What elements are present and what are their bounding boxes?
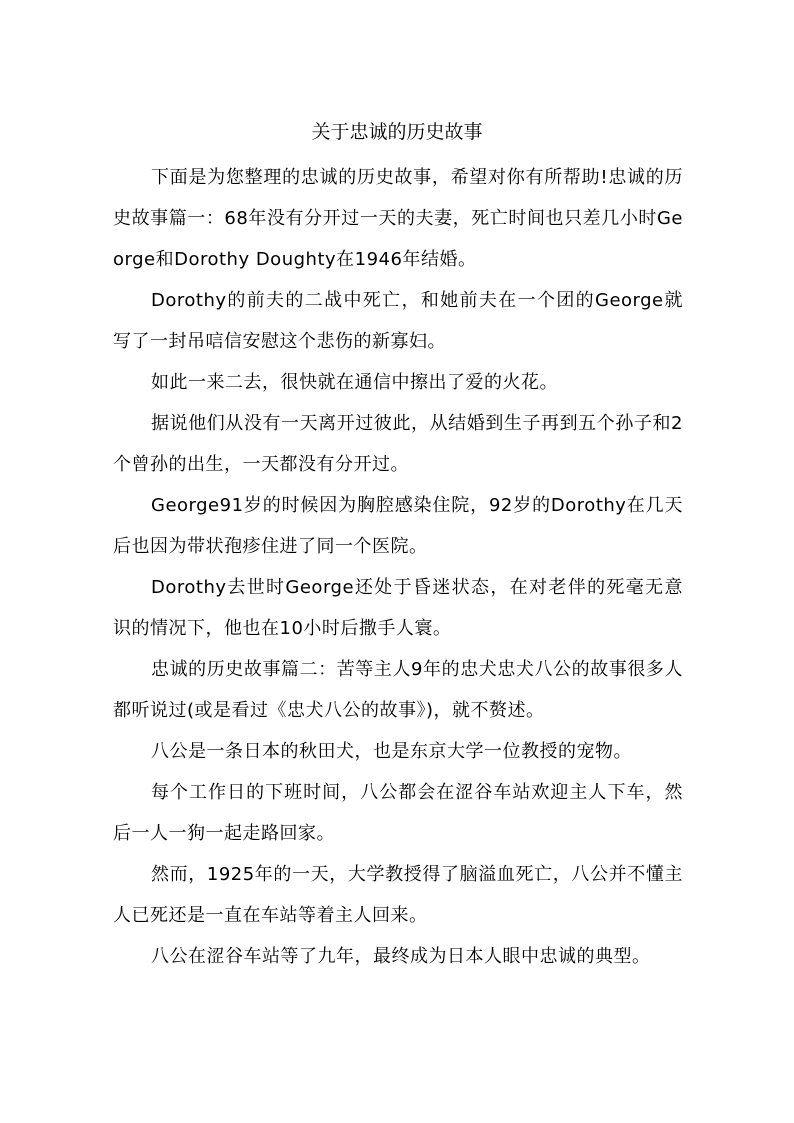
paragraph: 如此一来二去，很快就在通信中擦出了爱的火花。	[151, 372, 558, 393]
paragraph: 下面是为您整理的忠诚的历史故事，希望对你有所帮助!忠诚的历史故事篇一：68年没有分开过一天的夫妻，死亡时间也只差几小时George和Dorothy Doughty在1946年结婚。	[113, 167, 683, 270]
paragraph: Dorothy去世时George还处于昏迷状态，在对老伴的死毫无意识的情况下，他也在10小时后撒手人寰。	[113, 577, 683, 639]
paragraph: 每个工作日的下班时间，八公都会在涩谷车站欢迎主人下车，然后一人一狗一起走路回家。	[113, 782, 683, 844]
document-body	[113, 157, 683, 977]
document-title: 关于忠诚的历史故事	[311, 121, 483, 143]
paragraph: 八公在涩谷车站等了九年，最终成为日本人眼中忠诚的典型。	[151, 946, 651, 967]
paragraph: 八公是一条日本的秋田犬，也是东京大学一位教授的宠物。	[151, 741, 632, 762]
paragraph: 忠诚的历史故事篇二：苦等主人9年的忠犬忠犬八公的故事很多人都听说过(或是看过《忠犬八公的故事》)，就不赘述。	[113, 659, 683, 721]
paragraph: Dorothy的前夫的二战中死亡，和她前夫在一个团的George就写了一封吊唁信安慰这个悲伤的新寡妇。	[113, 290, 683, 352]
paragraph: George91岁的时候因为胸腔感染住院，92岁的Dorothy在几天后也因为带状孢疹住进了同一个医院。	[113, 495, 683, 557]
paragraph: 然而，1925年的一天，大学教授得了脑溢血死亡，八公并不懂主人已死还是一直在车站等着主人回来。	[113, 864, 683, 926]
paragraph: 据说他们从没有一天离开过彼此，从结婚到生子再到五个孙子和2个曾孙的出生，一天都没有分开过。	[113, 413, 683, 475]
